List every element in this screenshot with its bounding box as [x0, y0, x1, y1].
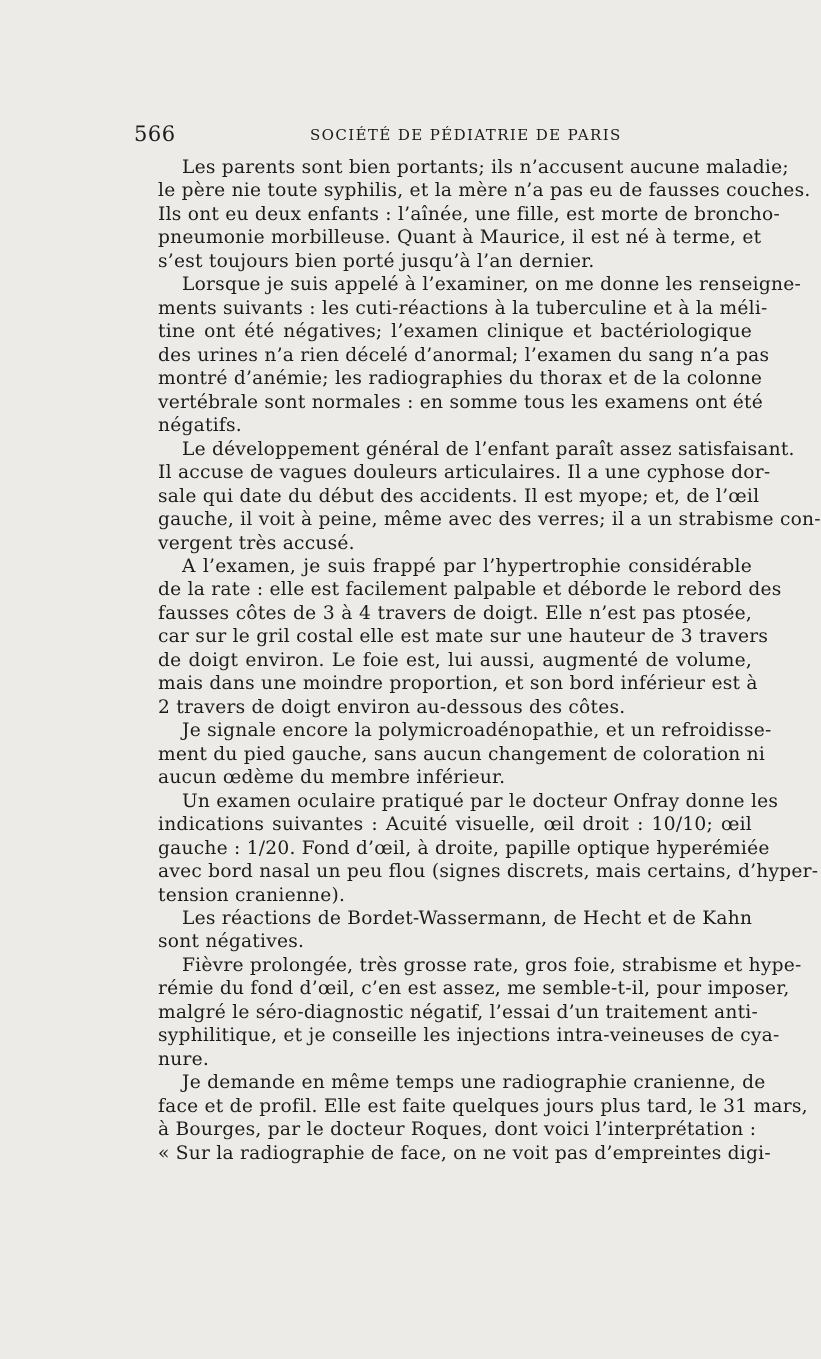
- text-line: de doigt environ. Le foie est, lui aussi, augmenté de volume,: [158, 649, 752, 671]
- paragraph: [134, 790, 819, 907]
- text-line: tine ont été négatives; l’examen clinique et bactériologique: [158, 321, 752, 343]
- text-line: ment du pied gauche, sans aucun changement de coloration ni: [158, 743, 766, 765]
- text-line: mais dans une moindre proportion, et son bord inférieur est à: [158, 673, 758, 695]
- text-line: 2 travers de doigt environ au-dessous des côtes.: [158, 696, 626, 718]
- text-line: des urines n’a rien décelé d’anormal; l’examen du sang n’a pas: [158, 344, 770, 366]
- text-line: Lorsque je suis appelé à l’examiner, on me donne les renseigne-: [182, 274, 802, 296]
- text-line: Les réactions de Bordet-Wassermann, de Hecht et de Kahn: [182, 908, 753, 929]
- text-line: A l’examen, je suis frappé par l’hypertrophie considérable: [182, 555, 752, 577]
- text-line: nure.: [158, 1048, 210, 1070]
- paragraph: [134, 273, 802, 437]
- text-line: Je signale encore la polymicroadénopathie, et un refroidisse-: [182, 720, 772, 742]
- paragraph: [134, 156, 811, 273]
- text-line: montré d’anémie; les radiographies du thorax et de la colonne: [158, 368, 763, 390]
- text-line: sont négatives.: [158, 931, 305, 953]
- paragraph: [134, 907, 752, 954]
- text-line: Il accuse de vagues douleurs articulaires. Il a une cyphose dor-: [158, 462, 771, 484]
- text-line: pneumonie morbilleuse. Quant à Maurice, il est né à terme, et: [158, 227, 762, 249]
- page-number: 566: [134, 122, 176, 146]
- text-line: tension cranienne).: [158, 884, 346, 906]
- journal-title: SOCIÉTÉ DE PÉDIATRIE DE PARIS: [310, 126, 622, 144]
- text-line: gauche : 1/20. Fond d’œil, à droite, papille optique hyperémiée: [158, 837, 770, 859]
- paragraph: [134, 438, 821, 555]
- text-line: Les parents sont bien portants; ils n’accusent aucune maladie;: [182, 157, 789, 178]
- paragraph: [134, 719, 772, 789]
- text-line: négatifs.: [158, 415, 242, 437]
- text-line: Je demande en même temps une radiographie cranienne, de: [182, 1072, 766, 1094]
- text-line: ments suivants : les cuti-réactions à la tuberculine et à la méli-: [158, 297, 768, 319]
- text-line: de la rate : elle est facilement palpable et déborde le rebord des: [158, 579, 782, 601]
- running-head: [134, 122, 752, 150]
- text-line: sale qui date du début des accidents. Il est myope; et, de l’œil: [158, 485, 760, 507]
- text-line: s’est toujours bien porté jusqu’à l’an dernier.: [158, 250, 595, 272]
- body-text: [134, 156, 821, 1165]
- text-line: avec bord nasal un peu flou (signes discrets, mais certains, d’hyper-: [158, 861, 819, 883]
- text-line: malgré le séro-diagnostic négatif, l’essai d’un traitement anti-: [158, 1001, 759, 1023]
- text-line: Un examen oculaire pratiqué par le docteur Onfray donne les: [182, 790, 779, 812]
- text-line: « Sur la radiographie de face, on ne voit pas d’empreintes digi-: [158, 1142, 771, 1164]
- text-line: face et de profil. Elle est faite quelques jours plus tard, le 31 mars,: [158, 1095, 808, 1117]
- text-line: indications suivantes : Acuité visuelle, œil droit : 10/10; œil: [158, 814, 752, 836]
- text-line: syphilitique, et je conseille les injections intra-veineuses de cya-: [158, 1025, 780, 1047]
- text-line: rémie du fond d’œil, c’en est assez, me semble-t-il, pour imposer,: [158, 978, 790, 1000]
- text-line: vergent très accusé.: [158, 532, 355, 554]
- text-line: vertébrale sont normales : en somme tous les examens ont été: [158, 391, 764, 413]
- text-line: Le développement général de l’enfant paraît assez satisfaisant.: [182, 438, 795, 460]
- text-line: fausses côtes de 3 à 4 travers de doigt. Elle n’est pas ptosée,: [158, 602, 752, 624]
- text-line: Fièvre prolongée, très grosse rate, gros foie, strabisme et hype-: [182, 954, 802, 976]
- text-line: à Bourges, par le docteur Roques, dont voici l’interprétation :: [158, 1119, 757, 1141]
- paragraph: [134, 954, 802, 1071]
- text-line: aucun œdème du membre inférieur.: [158, 767, 506, 789]
- paragraph: [134, 1071, 808, 1165]
- text-line: Ils ont eu deux enfants : l’aînée, une fille, est morte de broncho-: [158, 203, 781, 225]
- paragraph: [134, 555, 782, 719]
- text-line: le père nie toute syphilis, et la mère n’a pas eu de fausses couches.: [158, 180, 811, 202]
- text-line: gauche, il voit à peine, même avec des verres; il a un strabisme con-: [158, 509, 821, 531]
- text-line: car sur le gril costal elle est mate sur une hauteur de 3 travers: [158, 626, 769, 648]
